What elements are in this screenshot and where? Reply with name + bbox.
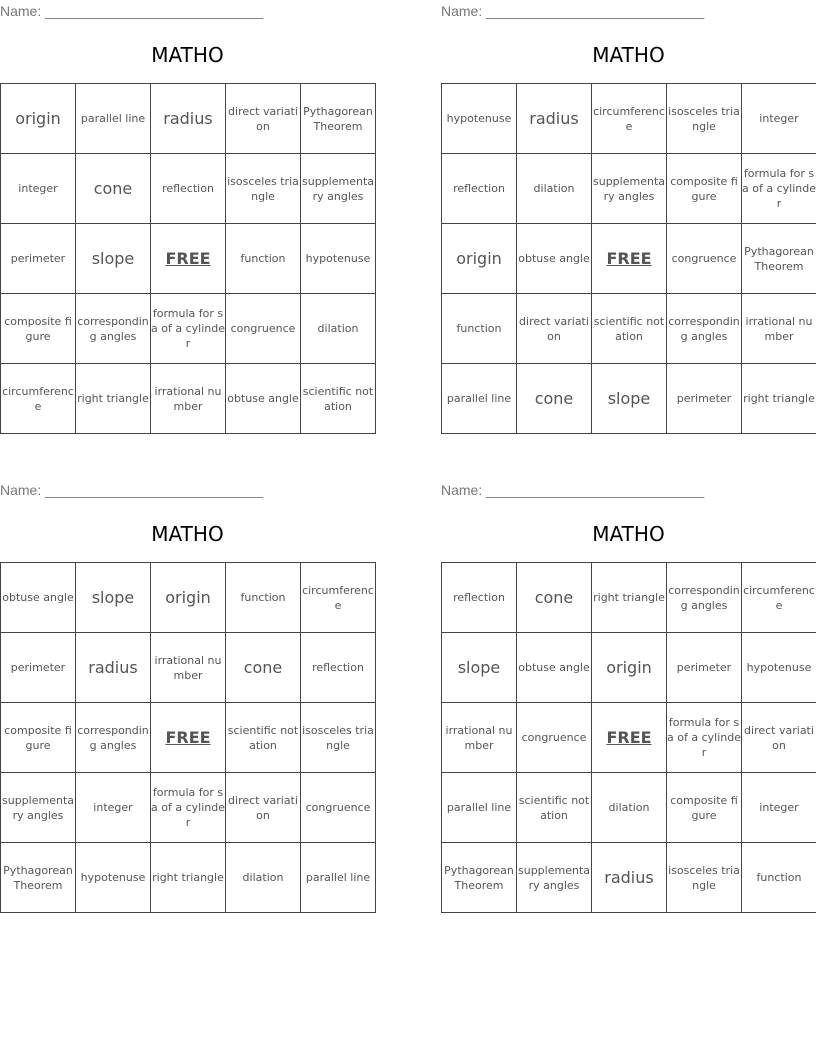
grid-cell: supplementary angles (592, 154, 667, 224)
grid-cell: congruence (667, 224, 742, 294)
grid-cell: corresponding angles (76, 703, 151, 773)
grid-cell: slope (592, 364, 667, 434)
grid-cell: direct variation (742, 703, 816, 773)
grid-row (1, 773, 376, 843)
free-cell: FREE (592, 224, 667, 294)
grid-cell: dilation (517, 154, 592, 224)
grid-cell: corresponding angles (667, 563, 742, 633)
grid-cell: formula for sa of a cylinder (742, 154, 816, 224)
grid-cell: function (226, 224, 301, 294)
bingo-grid (0, 562, 376, 913)
grid-cell: direct variation (517, 294, 592, 364)
grid-cell: formula for sa of a cylinder (151, 294, 226, 364)
grid-cell: Pythagorean Theorem (301, 84, 376, 154)
grid-row (442, 633, 816, 703)
grid-row (442, 294, 816, 364)
free-cell: FREE (151, 224, 226, 294)
grid-cell: composite figure (1, 703, 76, 773)
grid-cell: right triangle (76, 364, 151, 434)
grid-cell: reflection (151, 154, 226, 224)
grid-row (442, 703, 816, 773)
grid-cell: Pythagorean Theorem (1, 843, 76, 913)
grid-cell: Pythagorean Theorem (742, 224, 816, 294)
grid-cell: obtuse angle (226, 364, 301, 434)
bingo-grid (441, 562, 816, 913)
grid-cell: origin (151, 563, 226, 633)
grid-cell: congruence (517, 703, 592, 773)
grid-cell: circumference (592, 84, 667, 154)
grid-cell: radius (151, 84, 226, 154)
grid-cell: reflection (301, 633, 376, 703)
grid-cell: origin (442, 224, 517, 294)
grid-cell: congruence (226, 294, 301, 364)
grid-cell: corresponding angles (667, 294, 742, 364)
grid-row (1, 294, 376, 364)
grid-row (1, 703, 376, 773)
grid-cell: cone (76, 154, 151, 224)
grid-row (1, 224, 376, 294)
grid-row (1, 364, 376, 434)
grid-cell: circumference (742, 563, 816, 633)
free-cell: FREE (151, 703, 226, 773)
grid-cell: hypotenuse (742, 633, 816, 703)
grid-cell: slope (76, 224, 151, 294)
grid-cell: isosceles triangle (667, 84, 742, 154)
name-field: Name: ____________________________ (0, 482, 264, 498)
grid-cell: cone (226, 633, 301, 703)
grid-cell: irrational number (151, 633, 226, 703)
card-title: MATHO (592, 522, 665, 546)
grid-row (442, 224, 816, 294)
grid-cell: isosceles triangle (301, 703, 376, 773)
grid-row (1, 843, 376, 913)
grid-row (1, 563, 376, 633)
grid-cell: isosceles triangle (226, 154, 301, 224)
grid-row (442, 563, 816, 633)
grid-cell: supplementary angles (517, 843, 592, 913)
grid-row (442, 773, 816, 843)
grid-row (442, 843, 816, 913)
bingo-grid (441, 83, 816, 434)
card-title: MATHO (151, 43, 224, 67)
grid-cell: dilation (226, 843, 301, 913)
grid-row (1, 84, 376, 154)
grid-cell: hypotenuse (76, 843, 151, 913)
grid-cell: function (442, 294, 517, 364)
grid-cell: parallel line (442, 773, 517, 843)
grid-cell: composite figure (667, 773, 742, 843)
grid-cell: direct variation (226, 84, 301, 154)
grid-cell: composite figure (667, 154, 742, 224)
grid-cell: irrational number (742, 294, 816, 364)
grid-cell: irrational number (151, 364, 226, 434)
grid-cell: perimeter (1, 224, 76, 294)
grid-cell: right triangle (151, 843, 226, 913)
grid-cell: congruence (301, 773, 376, 843)
grid-row (442, 154, 816, 224)
grid-cell: integer (742, 773, 816, 843)
grid-cell: obtuse angle (517, 633, 592, 703)
grid-row (1, 154, 376, 224)
grid-cell: right triangle (592, 563, 667, 633)
grid-cell: slope (442, 633, 517, 703)
name-field: Name: ____________________________ (0, 3, 264, 19)
grid-cell: slope (76, 563, 151, 633)
card-title: MATHO (151, 522, 224, 546)
grid-cell: obtuse angle (1, 563, 76, 633)
grid-cell: integer (1, 154, 76, 224)
grid-cell: obtuse angle (517, 224, 592, 294)
grid-cell: supplementary angles (1, 773, 76, 843)
grid-cell: irrational number (442, 703, 517, 773)
grid-cell: formula for sa of a cylinder (151, 773, 226, 843)
grid-cell: composite figure (1, 294, 76, 364)
grid-row (1, 633, 376, 703)
free-cell: FREE (592, 703, 667, 773)
grid-row (442, 364, 816, 434)
grid-cell: perimeter (667, 364, 742, 434)
grid-cell: scientific notation (226, 703, 301, 773)
grid-cell: perimeter (667, 633, 742, 703)
grid-cell: integer (76, 773, 151, 843)
grid-cell: reflection (442, 154, 517, 224)
grid-cell: origin (1, 84, 76, 154)
grid-cell: scientific notation (301, 364, 376, 434)
grid-cell: direct variation (226, 773, 301, 843)
grid-cell: dilation (301, 294, 376, 364)
grid-cell: supplementary angles (301, 154, 376, 224)
grid-cell: function (742, 843, 816, 913)
name-field: Name: ____________________________ (441, 482, 705, 498)
grid-cell: radius (76, 633, 151, 703)
grid-cell: hypotenuse (301, 224, 376, 294)
grid-row (442, 84, 816, 154)
grid-cell: radius (517, 84, 592, 154)
grid-cell: corresponding angles (76, 294, 151, 364)
grid-cell: perimeter (1, 633, 76, 703)
grid-cell: reflection (442, 563, 517, 633)
grid-cell: cone (517, 563, 592, 633)
grid-cell: parallel line (76, 84, 151, 154)
grid-cell: parallel line (301, 843, 376, 913)
grid-cell: scientific notation (592, 294, 667, 364)
grid-cell: radius (592, 843, 667, 913)
grid-cell: cone (517, 364, 592, 434)
grid-cell: origin (592, 633, 667, 703)
grid-cell: formula for sa of a cylinder (667, 703, 742, 773)
bingo-grid (0, 83, 376, 434)
grid-cell: function (226, 563, 301, 633)
grid-cell: isosceles triangle (667, 843, 742, 913)
grid-cell: circumference (301, 563, 376, 633)
grid-cell: Pythagorean Theorem (442, 843, 517, 913)
grid-cell: parallel line (442, 364, 517, 434)
grid-cell: integer (742, 84, 816, 154)
grid-cell: hypotenuse (442, 84, 517, 154)
name-field: Name: ____________________________ (441, 3, 705, 19)
grid-cell: circumference (1, 364, 76, 434)
grid-cell: scientific notation (517, 773, 592, 843)
grid-cell: dilation (592, 773, 667, 843)
grid-cell: right triangle (742, 364, 816, 434)
card-title: MATHO (592, 43, 665, 67)
